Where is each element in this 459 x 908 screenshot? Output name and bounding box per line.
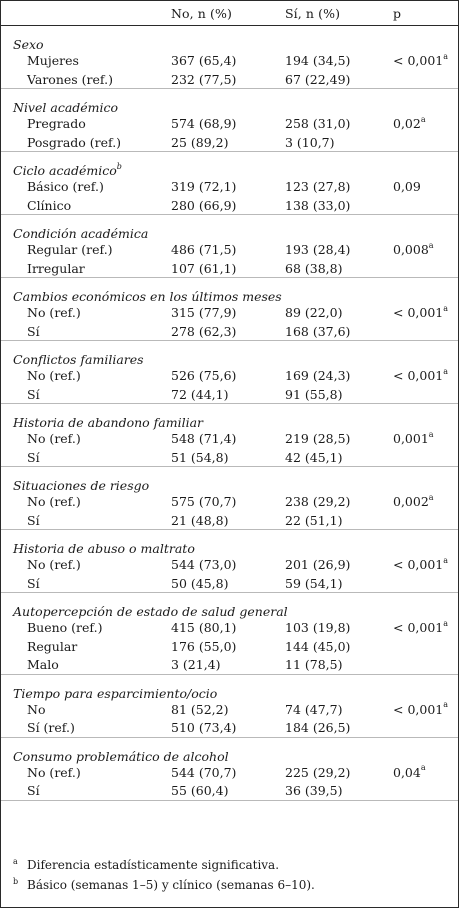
cell-p [393,620,448,635]
row-label: Pregrado [27,116,86,131]
p-value: 0,09 [393,179,421,194]
cell-si: 36 (39,5) [285,783,343,798]
footnote-mark: a [13,857,18,866]
section-title [13,352,144,367]
cell-si: 201 (26,9) [285,557,351,572]
table-section [1,530,458,593]
table-section [1,152,458,215]
section-title-text: Sexo [13,37,44,52]
section-title [13,163,122,178]
cell-si: 194 (34,5) [285,53,351,68]
footnote-mark: b [13,877,19,886]
cell-no: 51 (54,8) [171,449,229,465]
footnote-ref: a [428,429,434,439]
cell-p [393,557,448,572]
section-title [13,541,195,556]
footnote-ref: b [116,161,122,171]
cell-p [393,702,448,717]
cell-no: 3 (21,4) [171,657,221,672]
cell-si: 258 (31,0) [285,116,351,131]
header-col-p: p [393,6,402,21]
table-section [1,593,458,675]
footnote-ref: a [420,763,426,773]
footnote-text: Diferencia estadísticamente significativa. [27,858,280,872]
cell-si: 225 (29,2) [285,764,351,780]
footnote-text: Básico (semanas 1–5) y clínico (semanas 6–10). [27,878,315,892]
cell-no: 315 (77,9) [171,305,237,320]
section-title [13,37,44,52]
cell-no: 526 (75,6) [171,368,237,383]
row-label: Sí [27,512,40,528]
section-title-text: Autopercepción de estado de salud general [13,604,288,619]
footnote-ref: a [443,366,449,376]
footnote-ref: a [428,492,434,502]
row-label: Sí [27,386,40,402]
cell-si: 67 (22,49) [285,71,351,87]
cell-si: 3 (10,7) [285,134,335,150]
section-title-text: Historia de abuso o maltrato [13,541,195,556]
p-value: < 0,001 [393,368,444,383]
p-value: 0,008 [393,242,429,257]
section-title [13,226,148,241]
cell-si: 184 (26,5) [285,720,351,735]
cell-p [393,116,426,131]
cell-si: 74 (47,7) [285,701,343,717]
cell-no: 81 (52,2) [171,701,229,717]
cell-no: 21 (48,8) [171,512,229,528]
cell-p [393,179,421,194]
p-value: < 0,001 [393,701,444,717]
row-label: Malo [27,657,59,672]
row-label: Clínico [27,197,72,213]
table-header [1,1,458,26]
cell-p [393,305,448,320]
p-value: < 0,001 [393,557,444,572]
cell-no: 548 (71,4) [171,431,237,446]
row-label: Sí [27,783,40,798]
cell-si: 11 (78,5) [285,657,343,672]
row-label: Sí (ref.) [27,720,75,735]
table-section [1,404,458,467]
cell-no: 176 (55,0) [171,638,237,654]
row-label: No (ref.) [27,764,81,780]
p-value: 0,001 [393,431,429,446]
row-label: Irregular [27,260,85,276]
section-title [13,289,282,304]
cell-si: 68 (38,8) [285,260,343,276]
cell-si: 138 (33,0) [285,197,351,213]
footnote [13,877,315,892]
p-value: 0,04 [393,764,421,780]
table-body [1,26,458,801]
table-section [1,278,458,341]
footnotes [1,849,458,907]
cell-no: 575 (70,7) [171,494,237,509]
row-label: Varones (ref.) [27,71,113,87]
cell-si: 168 (37,6) [285,323,351,339]
section-title-text: Situaciones de riesgo [13,478,150,493]
footnote [13,857,279,872]
cell-p [393,765,426,780]
footnote-ref: a [443,303,449,313]
cell-no: 319 (72,1) [171,179,237,194]
cell-no: 280 (66,9) [171,197,237,213]
row-label: Mujeres [27,53,79,68]
cell-no: 278 (62,3) [171,323,237,339]
cell-si: 59 (54,1) [285,575,343,591]
section-title-text: Ciclo académico [13,163,117,178]
header-col-no: No, n (%) [171,6,232,21]
table-section [1,89,458,152]
section-title-text: Cambios económicos en los últimos meses [13,289,282,304]
row-label: Sí [27,323,40,339]
section-title [13,415,203,430]
cell-p [393,242,434,257]
cell-si: 144 (45,0) [285,638,351,654]
section-title [13,686,217,701]
cell-si: 238 (29,2) [285,494,351,509]
cell-si: 219 (28,5) [285,431,351,446]
table-section [1,215,458,278]
p-value: 0,02 [393,116,421,131]
section-title-text: Nivel académico [13,100,119,115]
row-label: Sí [27,449,40,465]
cell-si: 103 (19,8) [285,620,351,635]
cell-p [393,53,448,68]
cell-si: 89 (22,0) [285,305,343,320]
row-label: No (ref.) [27,431,81,446]
section-title [13,749,229,764]
row-label: No (ref.) [27,305,81,320]
row-label: Regular [27,638,78,654]
row-label: Sí [27,575,40,591]
cell-si: 193 (28,4) [285,242,351,257]
p-value: < 0,001 [393,305,444,320]
header-col-si: Sí, n (%) [285,6,341,21]
row-label: No (ref.) [27,557,81,572]
table-section [1,26,458,89]
cell-p [393,368,448,383]
cell-si: 42 (45,1) [285,449,343,465]
section-title [13,604,288,619]
cell-si: 169 (24,3) [285,368,351,383]
section-title [13,478,149,493]
cell-p [393,494,434,509]
p-value: 0,002 [393,494,429,509]
row-label: No (ref.) [27,368,81,383]
cell-no: 25 (89,2) [171,134,229,150]
cell-no: 415 (80,1) [171,620,237,635]
cell-no: 107 (61,1) [171,260,237,276]
cell-si: 123 (27,8) [285,179,351,194]
row-label: No [27,701,46,717]
p-value: < 0,001 [393,620,444,635]
footnote-ref: a [443,555,449,565]
cell-no: 574 (68,9) [171,116,237,131]
cell-no: 367 (65,4) [171,53,237,68]
section-title-text: Condición académica [13,226,149,241]
cell-no: 486 (71,5) [171,242,237,257]
row-label: Básico (ref.) [27,179,104,194]
section-title-text: Conflictos familiares [13,352,144,367]
cell-no: 55 (60,4) [171,783,229,798]
table-section [1,675,458,738]
row-label: Bueno (ref.) [27,620,103,635]
footnote-ref: a [443,618,449,628]
row-label: Posgrado (ref.) [27,134,122,150]
section-title-text: Tiempo para esparcimiento/ocio [13,685,218,701]
section-title-text: Historia de abandono familiar [13,415,204,430]
section-title [13,100,118,115]
row-label: No (ref.) [27,494,81,509]
p-value: < 0,001 [393,53,444,68]
table-section [1,341,458,404]
cell-no: 72 (44,1) [171,386,229,402]
cell-no: 50 (45,8) [171,575,229,591]
cell-si: 22 (51,1) [285,512,343,528]
section-title-text: Consumo problemático de alcohol [13,748,229,764]
footnote-ref: a [420,114,426,124]
cell-p [393,431,434,446]
footnote-ref: a [428,240,434,250]
footnote-ref: a [443,51,449,61]
table-section [1,467,458,530]
cell-no: 232 (77,5) [171,71,237,87]
row-label: Regular (ref.) [27,242,113,257]
cell-no: 544 (70,7) [171,764,237,780]
table-section [1,738,458,801]
footnote-ref: a [443,700,449,710]
cell-si: 91 (55,8) [285,386,343,402]
cell-no: 544 (73,0) [171,557,237,572]
cell-no: 510 (73,4) [171,720,237,735]
